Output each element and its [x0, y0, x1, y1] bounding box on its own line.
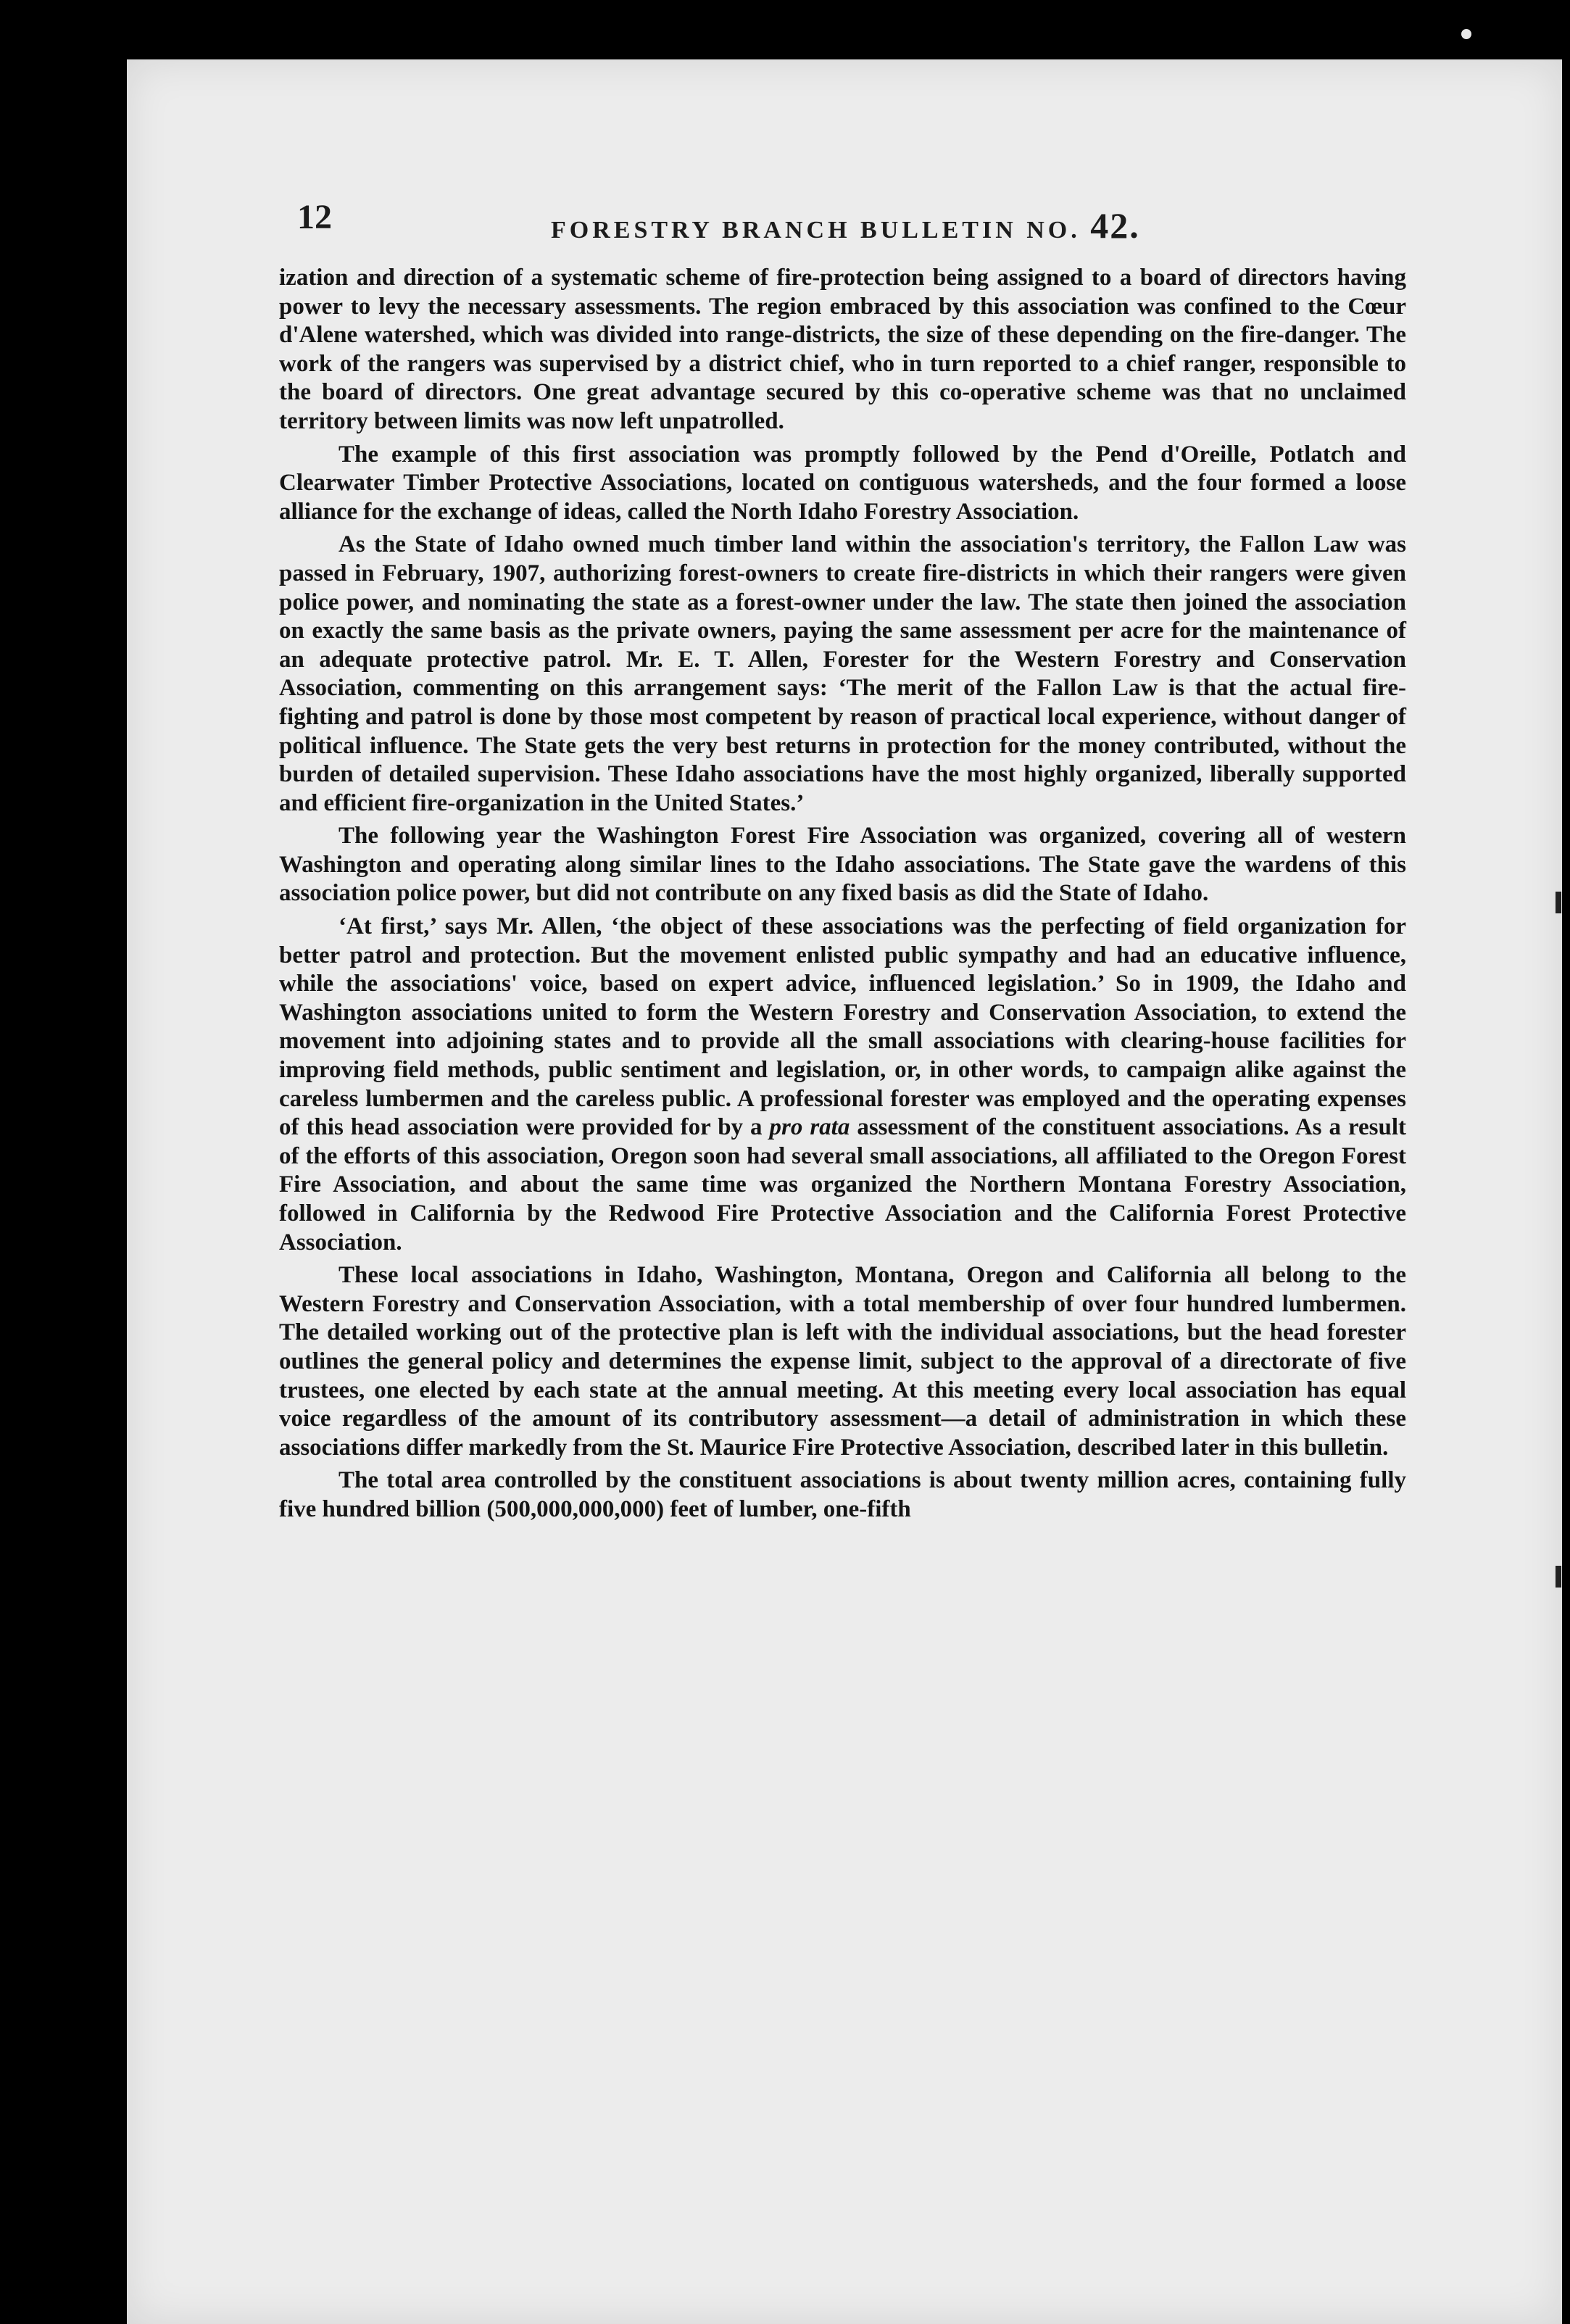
running-head: [551, 204, 1203, 246]
paragraph: The example of this first association was promptly followed by the Pend d'Oreille, Potlatch and Clearwater Timber Protective Associations, located on contiguous watersheds, and the four formed a loose alliance for the exchange of ideas, called the North Idaho Forestry Association.: [279, 441, 1406, 525]
italic-phrase: pro rata: [769, 1114, 850, 1141]
paragraph-text: ‘At first,’ says Mr. Allen, ‘the object of these associations was the perfecting of field organization for better patrol and protection. But the movement enlisted public sympathy and had an educative influence, while the associations' voice, based on expert advice, influenced legislation.’ So in 1909, the Idaho and Washington associations united to form the Western Forestry and Conservation Association, to extend the movement into adjoining states and to provide all the small associations with clearing-house facilities for improving field methods, public sentiment and legislation, or, in other words, to campaign alike against the careless lumbermen and the careless public. A professional forester was employed and the operating expenses of this head association were provided for by a: [279, 913, 1406, 1141]
running-head-title: FORESTRY BRANCH BULLETIN NO.: [551, 217, 1081, 244]
paragraph: These local associations in Idaho, Washington, Montana, Oregon and California all belong to the Western Forestry and Conservation Association, with a total membership of over four hundred lumbermen. The detailed working out of the protective plan is left with the individual associations, but the head forester outlines the general policy and determines the expense limit, subject to the approval of a directorate of five trustees, one elected by each state at the annual meeting. At this meeting every local association has equal voice regardless of the amount of its contributory assessment—a detail of administration in which these associations differ markedly from the St. Maurice Fire Protective Association, described later in this bulletin.: [279, 1262, 1406, 1461]
paragraph: [279, 913, 1406, 1257]
page-edge-mark: [1556, 892, 1561, 913]
paragraph-continued: ization and direction of a systematic scheme of fire-protection being assigned to a board of directors having power to levy the necessary assessments. The region embraced by this association was confined to the Cœur d'Alene watershed, which was divided into range-districts, the size of these depending on the fire-danger. The work of the rangers was supervised by a district chief, who in turn reported to a chief ranger, responsible to the board of directors. One great advantage secured by this co-operative scheme was that no unclaimed territory between limits was now left unpatrolled.: [279, 265, 1406, 434]
page-edge-mark: [1556, 1566, 1561, 1588]
paragraph: The total area controlled by the constituent associations is about twenty million acres, containing fully five hundred billion (500,000,000,000) feet of lumber, one-fifth: [279, 1467, 1406, 1522]
bulletin-number: 42.: [1090, 205, 1140, 246]
paragraph: As the State of Idaho owned much timber land within the association's territory, the Fallon Law was passed in February, 1907, authorizing forest-owners to create fire-districts in which their rangers were given police power, and nominating the state as a forest-owner under the law. The state then joined the association on exactly the same basis as the private owners, paying the same assessment per acre for the maintenance of an adequate protective patrol. Mr. E. T. Allen, Forester for the Western Forestry and Conservation Association, commenting on this arrangement says: ‘The merit of the Fallon Law is that the actual fire-fighting and patrol is done by those most competent by reason of practical local experience, without danger of political influence. The State gets the very best returns in protection for the money contributed, without the burden of detailed supervision. These Idaho associations have the most highly organized, liberally supported and efficient fire-organization in the United States.’: [279, 531, 1406, 816]
paragraph: The following year the Washington Forest Fire Association was organized, covering all of western Washington and operating along similar lines to the Idaho associations. The State gave the wardens of this association police power, but did not contribute on any fixed basis as did the State of Idaho.: [279, 823, 1406, 907]
page-number: 12: [297, 198, 332, 236]
paragraph-text: assessment of the constituent associations. As a result of the efforts of this association, Oregon soon had several small associations, all affiliated to the Oregon Forest Fire Association, and about the same time was organized the Northern Montana Forestry Association, followed in California by the Redwood Fire Protective Association and the California Forest Protective Association.: [279, 1114, 1407, 1256]
scan-speck: [1461, 29, 1471, 39]
body-text: [279, 264, 1406, 1529]
